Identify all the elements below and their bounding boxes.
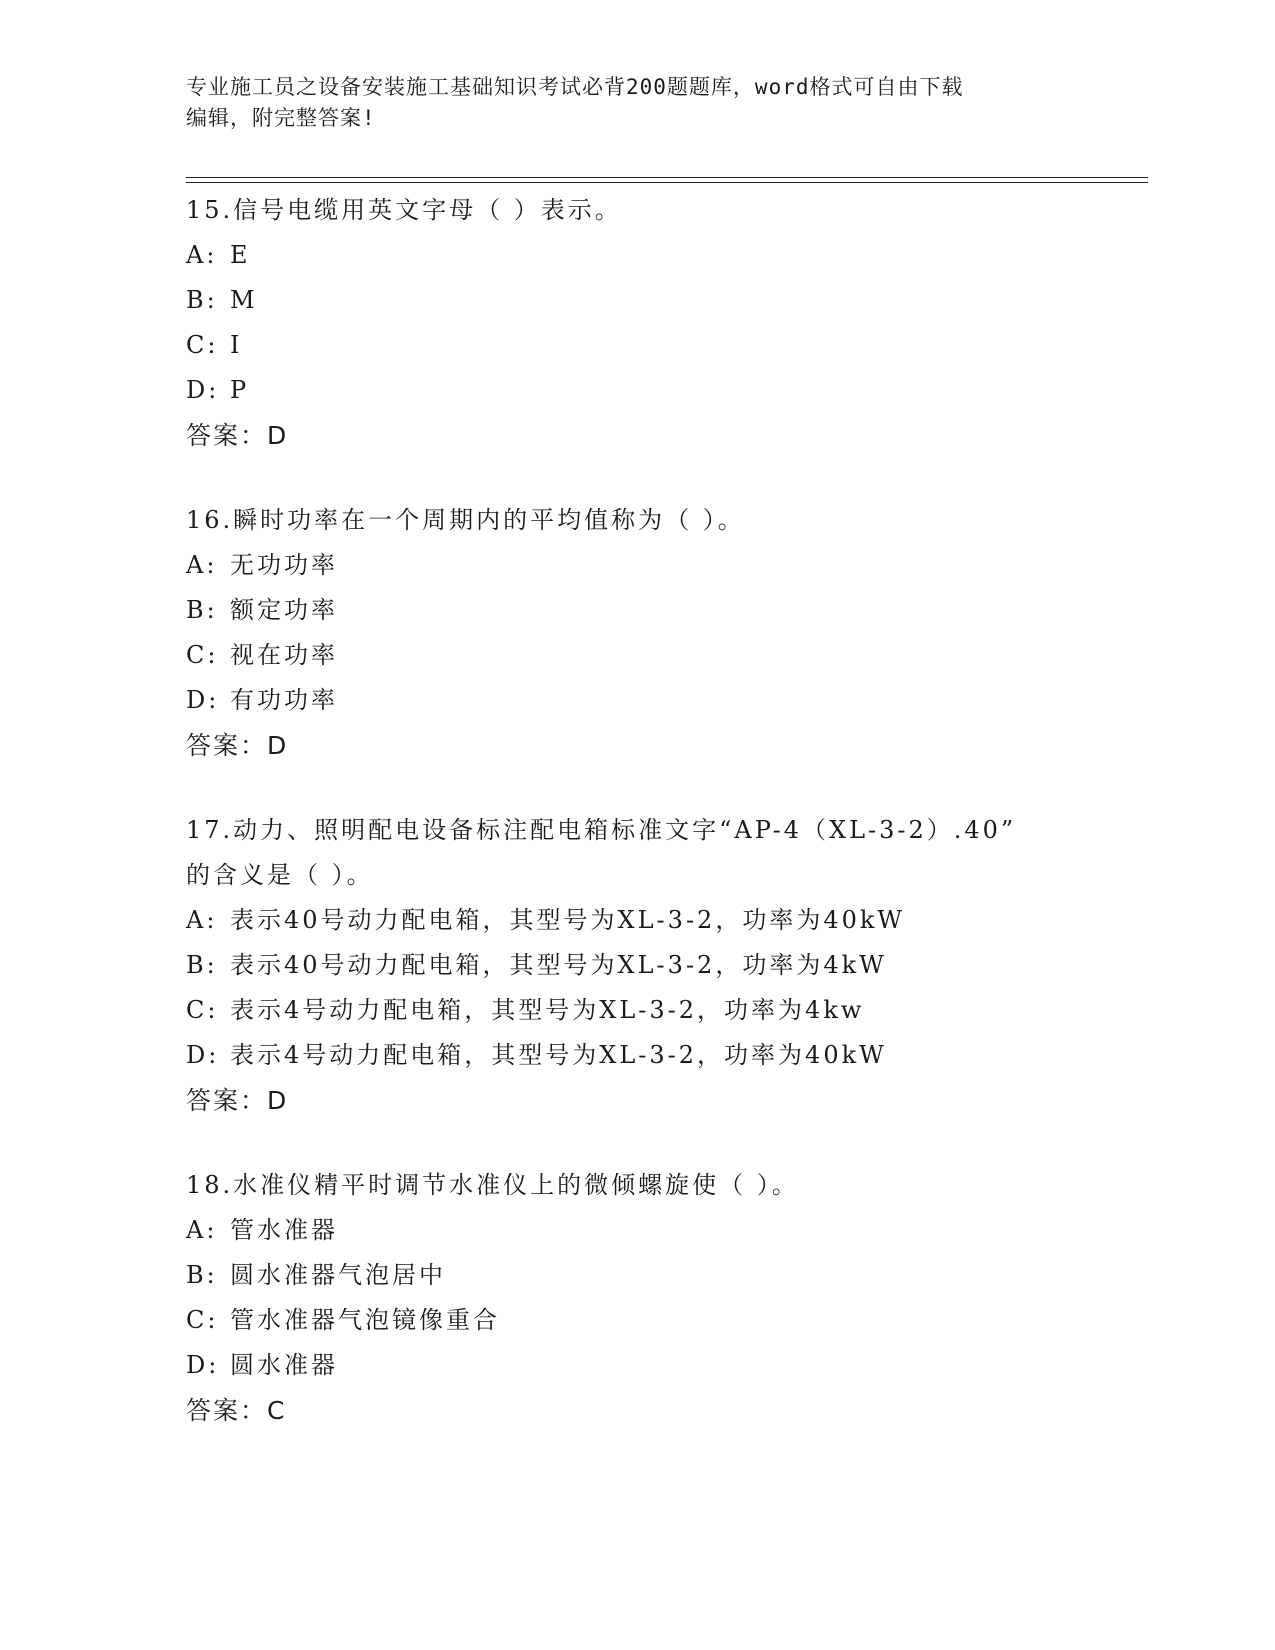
option-a: [186, 898, 1086, 943]
option-key: C:: [186, 641, 219, 669]
header-line-2: 编辑，附完整答案!: [186, 106, 376, 130]
question-15: [186, 188, 1086, 458]
answer: 答案：D: [186, 731, 289, 760]
option-a: [186, 543, 1086, 588]
option-text: 圆水准器气泡居中: [230, 1261, 446, 1289]
header-divider-top: [186, 177, 1148, 178]
question-text: 16.瞬时功率在一个周期内的平均值称为（ ）。: [186, 506, 745, 534]
option-text: 管水准器: [230, 1216, 338, 1244]
option-text: 视在功率: [230, 641, 338, 669]
answer: 答案：D: [186, 1086, 289, 1115]
option-b: [186, 278, 1086, 323]
option-key: B:: [186, 286, 218, 314]
question-list: [186, 188, 1086, 1473]
header-line-1: 专业施工员之设备安装施工基础知识考试必背200题题库，word格式可自由下载: [186, 75, 964, 99]
option-text: 管水准器气泡镜像重合: [230, 1306, 500, 1334]
answer: 答案：D: [186, 421, 289, 450]
option-b: [186, 1253, 1086, 1298]
option-text: 表示40号动力配电箱，其型号为XL-3-2，功率为40kW: [230, 906, 906, 934]
option-key: D:: [186, 686, 220, 714]
option-d: [186, 1033, 1086, 1078]
option-c: [186, 323, 1086, 368]
option-key: A:: [186, 241, 218, 269]
option-key: A:: [186, 551, 218, 579]
document-header: [186, 72, 1066, 134]
option-d: [186, 1343, 1086, 1388]
option-text: P: [230, 376, 250, 404]
option-d: [186, 368, 1086, 413]
option-text: 有功功率: [230, 686, 338, 714]
option-c: [186, 1298, 1086, 1343]
option-c: [186, 633, 1086, 678]
option-text: 额定功率: [230, 596, 338, 624]
option-a: [186, 233, 1086, 278]
option-key: C:: [186, 996, 219, 1024]
option-text: M: [230, 286, 258, 314]
question-17: [186, 808, 1086, 1123]
option-text: 表示40号动力配电箱，其型号为XL-3-2，功率为4kW: [230, 951, 887, 979]
option-text: 表示4号动力配电箱，其型号为XL-3-2，功率为40kW: [230, 1041, 887, 1069]
option-b: [186, 943, 1086, 988]
option-key: C:: [186, 331, 219, 359]
option-d: [186, 678, 1086, 723]
question-text: 15.信号电缆用英文字母（ ）表示。: [186, 196, 622, 224]
question-16: [186, 498, 1086, 768]
header-divider-bottom: [186, 182, 1148, 183]
option-text: 圆水准器: [230, 1351, 338, 1379]
option-b: [186, 588, 1086, 633]
option-text: 表示4号动力配电箱，其型号为XL-3-2，功率为4kw: [230, 996, 865, 1024]
option-key: D:: [186, 1041, 220, 1069]
question-18: [186, 1163, 1086, 1433]
option-key: B:: [186, 1261, 218, 1289]
option-key: B:: [186, 596, 218, 624]
option-key: A:: [186, 1216, 218, 1244]
option-key: D:: [186, 1351, 220, 1379]
option-c: [186, 988, 1086, 1033]
question-text: 18.水准仪精平时调节水准仪上的微倾螺旋使（ ）。: [186, 1171, 799, 1199]
option-key: D:: [186, 376, 220, 404]
option-key: A:: [186, 906, 218, 934]
option-key: B:: [186, 951, 218, 979]
question-text-continued: 的含义是（ ）。: [186, 861, 374, 889]
option-text: E: [230, 241, 251, 269]
answer: 答案：C: [186, 1396, 287, 1425]
option-a: [186, 1208, 1086, 1253]
option-key: C:: [186, 1306, 219, 1334]
question-text: 17.动力、照明配电设备标注配电箱标准文字“AP-4（XL-3-2）.40”: [186, 816, 1017, 844]
option-text: I: [230, 331, 243, 359]
option-text: 无功功率: [230, 551, 338, 579]
